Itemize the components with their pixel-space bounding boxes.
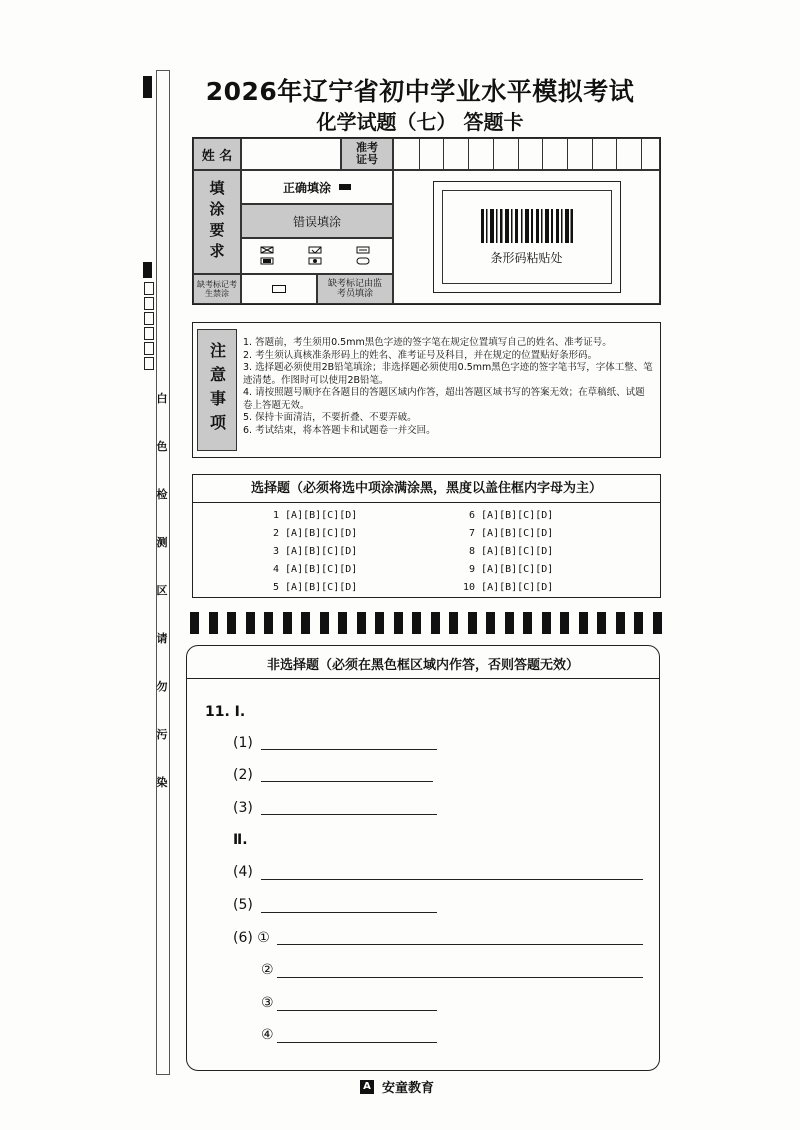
non-choice-section [186, 645, 660, 1071]
timing-stripe [579, 612, 588, 634]
timing-stripe-bar [190, 612, 662, 634]
choice-row-3[interactable]: 3 [A][B][C][D] [273, 546, 358, 557]
part-6-3-label: ③ [261, 995, 274, 1011]
answer-line-6-2[interactable] [277, 977, 643, 978]
answer-line-6-3[interactable] [277, 1010, 437, 1011]
part-6-label: (6) ① [233, 930, 270, 946]
timing-stripe [246, 612, 255, 634]
correct-fill-example: 正确填涂 [241, 170, 393, 204]
timing-stripe [209, 612, 218, 634]
page-subtitle: 化学试题（七） 答题卡 [316, 110, 524, 134]
timing-marks [144, 282, 154, 372]
timing-stripe [523, 612, 532, 634]
timing-stripe [190, 612, 199, 634]
footer-brand [360, 1077, 434, 1096]
question-11-label: 11. Ⅰ. [205, 704, 246, 720]
timing-stripe [634, 612, 643, 634]
timing-stripe [301, 612, 310, 634]
timing-stripe [486, 612, 495, 634]
page-title: 2026年辽宁省初中学业水平模拟考试 [205, 77, 635, 106]
barcode-icon [481, 209, 573, 243]
timing-stripe [320, 612, 329, 634]
timing-stripe [375, 612, 384, 634]
brand-logo-icon: A [360, 1080, 374, 1094]
exam-id-field[interactable] [393, 138, 660, 170]
white-detection-zone-text: 白 色 检 测 区 请 勿 污 染 [156, 392, 168, 789]
open-title: 非选择题（必须在黑色框区域内作答，否则答题无效） [266, 658, 579, 673]
timing-stripe [468, 612, 477, 634]
timing-stripe [283, 612, 292, 634]
part-6-2-label: ② [261, 962, 274, 978]
timing-stripe [412, 612, 421, 634]
choice-title: 选择题（必须将选中项涂满涂黑，黑度以盖住框内字母为主） [193, 475, 660, 503]
timing-stripe [560, 612, 569, 634]
choice-row-9[interactable]: 9 [A][B][C][D] [469, 564, 554, 575]
timing-stripe [597, 612, 606, 634]
answer-line-6-4[interactable] [277, 1042, 437, 1043]
timing-stripe [264, 612, 273, 634]
choice-row-6[interactable]: 6 [A][B][C][D] [469, 510, 554, 521]
barcode-area [393, 170, 660, 304]
timing-stripe [357, 612, 366, 634]
part-6-4-label: ④ [261, 1027, 274, 1043]
choice-row-1[interactable]: 1 [A][B][C][D] [273, 510, 358, 521]
exam-id-label: 准考 证号 [341, 138, 393, 170]
timing-stripe [542, 612, 551, 634]
timing-stripe [394, 612, 403, 634]
choice-row-4[interactable]: 4 [A][B][C][D] [273, 564, 358, 575]
part-2-label: (2) [233, 767, 253, 783]
wrong-fill-label: 错误填涂 [241, 204, 393, 238]
name-field[interactable] [241, 138, 341, 170]
timing-stripe [449, 612, 458, 634]
name-label: 姓 名 [193, 138, 241, 170]
part-3-label: (3) [233, 800, 253, 816]
absent-mark-label: 缺考标记考生禁涂 [193, 274, 241, 304]
fill-requirement-label: 填涂要求 [193, 170, 241, 274]
timing-stripe [431, 612, 440, 634]
timing-stripe [338, 612, 347, 634]
barcode-label: 条形码粘贴处 [490, 250, 563, 265]
list-item: 6. 考试结束，将本答题卡和试题卷一并交回。 [243, 424, 436, 436]
part-5-label: (5) [233, 897, 253, 913]
list-item: 1. 答题前，考生须用0.5mm黑色字迹的签字笔在规定位置填写自己的姓名、准考证号。 [243, 337, 612, 348]
notice-label: 注意事项 [197, 329, 237, 451]
student-info-block [192, 137, 661, 305]
timing-stripe [653, 612, 662, 634]
alignment-mark-top [143, 76, 152, 98]
multiple-choice-section [192, 474, 661, 598]
part-1-label: (1) [233, 735, 253, 751]
list-item: 3. 选择题必须使用2B铅笔填涂；非选择题必须使用0.5mm黑色字迹的签字笔书写，字体工整、笔迹清楚。作图时可以使用2B铅笔。 [243, 362, 653, 386]
brand-name: 安童教育 [382, 1081, 435, 1096]
part-ii-label: Ⅱ. [233, 832, 248, 848]
answer-line-3[interactable] [261, 814, 437, 815]
choice-row-8[interactable]: 8 [A][B][C][D] [469, 546, 554, 557]
list-item: 2. 考生须认真核准条形码上的姓名、准考证号及科目，并在规定的位置贴好条形码。 [243, 349, 598, 361]
list-item: 4. 请按照题号顺序在各题目的答题区域内作答，超出答题区域书写的答案无效；在草稿纸、试题卷上答题无效。 [243, 387, 645, 411]
timing-stripe [616, 612, 625, 634]
answer-line-4[interactable] [261, 879, 643, 880]
part-4-label: (4) [233, 864, 253, 880]
notice-list [243, 337, 653, 437]
timing-stripe [227, 612, 236, 634]
absent-mark-box[interactable] [241, 274, 317, 304]
list-item: 5. 保持卡面清洁，不要折叠、不要弄破。 [243, 412, 417, 423]
absent-mark-note: 缺考标记由监考员填涂 [317, 274, 393, 304]
answer-line-2[interactable] [261, 781, 433, 782]
notice-block [192, 322, 661, 458]
choice-row-2[interactable]: 2 [A][B][C][D] [273, 528, 358, 539]
choice-row-10[interactable]: 10 [A][B][C][D] [463, 582, 554, 593]
answer-line-5[interactable] [261, 912, 437, 913]
choice-row-5[interactable]: 5 [A][B][C][D] [273, 582, 358, 593]
answer-line-1[interactable] [261, 749, 437, 750]
answer-line-6-1[interactable] [277, 944, 643, 945]
choice-row-7[interactable]: 7 [A][B][C][D] [469, 528, 554, 539]
timing-stripe [505, 612, 514, 634]
wrong-fill-examples [241, 238, 393, 274]
alignment-mark-mid [143, 262, 152, 278]
